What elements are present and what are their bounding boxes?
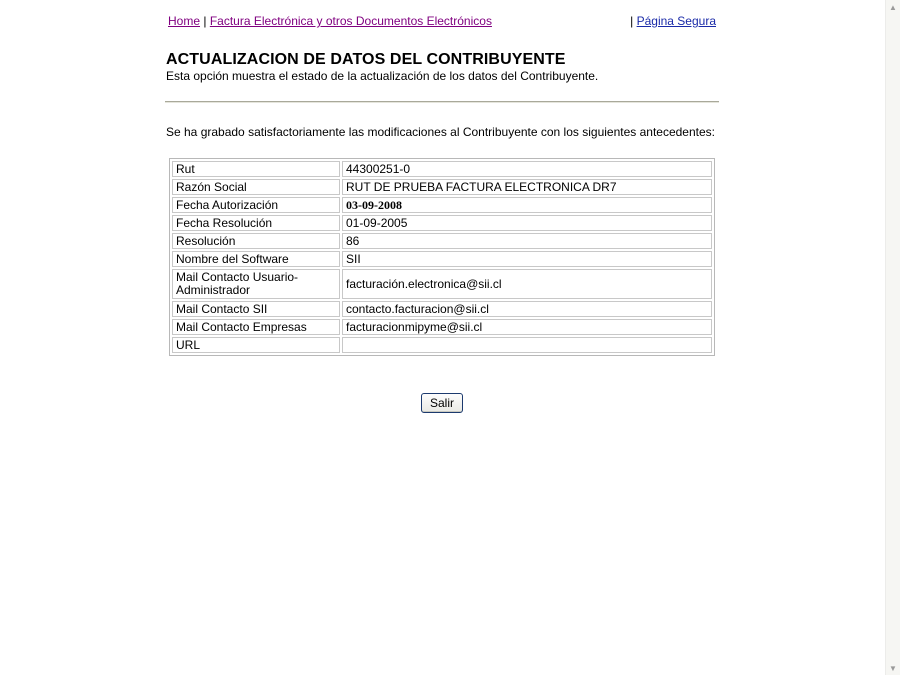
table-row (172, 197, 712, 213)
table-row (172, 215, 712, 231)
page-title: ACTUALIZACION DE DATOS DEL CONTRIBUYENTE (166, 51, 566, 68)
row-label: Resolución (172, 233, 340, 249)
table-row (172, 233, 712, 249)
row-value: facturacionmipyme@sii.cl (342, 319, 712, 335)
table-row (172, 179, 712, 195)
row-value: RUT DE PRUEBA FACTURA ELECTRONICA DR7 (342, 179, 712, 195)
exit-button[interactable]: Salir (421, 393, 463, 413)
row-label: Fecha Resolución (172, 215, 340, 231)
success-message: Se ha grabado satisfactoriamente las modificaciones al Contribuyente con los siguientes antecedentes: (166, 125, 715, 139)
row-value: 01-09-2005 (342, 215, 712, 231)
pagina-segura-link[interactable]: Página Segura (636, 14, 716, 28)
table-row (172, 319, 712, 335)
row-value: 86 (342, 233, 712, 249)
table-row (172, 161, 712, 177)
table-row (172, 337, 712, 353)
row-value: 44300251-0 (342, 161, 712, 177)
row-value (342, 337, 712, 353)
home-link[interactable]: Home (168, 14, 201, 28)
row-label: Razón Social (172, 179, 340, 195)
arrow-up-icon[interactable]: ▲ (889, 2, 897, 12)
row-value: 03-09-2008 (342, 197, 712, 213)
vertical-scrollbar[interactable] (885, 0, 900, 675)
nav-separator: | (203, 14, 207, 28)
table-row (172, 301, 712, 317)
page-subtitle: Esta opción muestra el estado de la actualización de los datos del Contribuyente. (166, 69, 599, 83)
top-navigation (166, 14, 718, 30)
nav-right (630, 14, 716, 28)
table-row (172, 251, 712, 267)
nav-right-separator: | (630, 14, 634, 28)
row-label: Mail Contacto SII (172, 301, 340, 317)
row-label: Rut (172, 161, 340, 177)
row-label: Nombre del Software (172, 251, 340, 267)
row-label: Fecha Autorización (172, 197, 340, 213)
table-row (172, 269, 712, 299)
row-value: SII (342, 251, 712, 267)
nav-left (168, 14, 492, 28)
arrow-down-icon[interactable]: ▼ (889, 663, 897, 673)
row-label: URL (172, 337, 340, 353)
factura-electronica-link[interactable]: Factura Electrónica y otros Documentos Electrónicos (209, 14, 492, 28)
taxpayer-data-table (169, 158, 715, 356)
row-value: facturación.electronica@sii.cl (342, 269, 712, 299)
row-label: Mail Contacto Usuario-Administrador (172, 269, 340, 299)
title-divider (165, 101, 719, 103)
row-label: Mail Contacto Empresas (172, 319, 340, 335)
row-value: contacto.facturacion@sii.cl (342, 301, 712, 317)
